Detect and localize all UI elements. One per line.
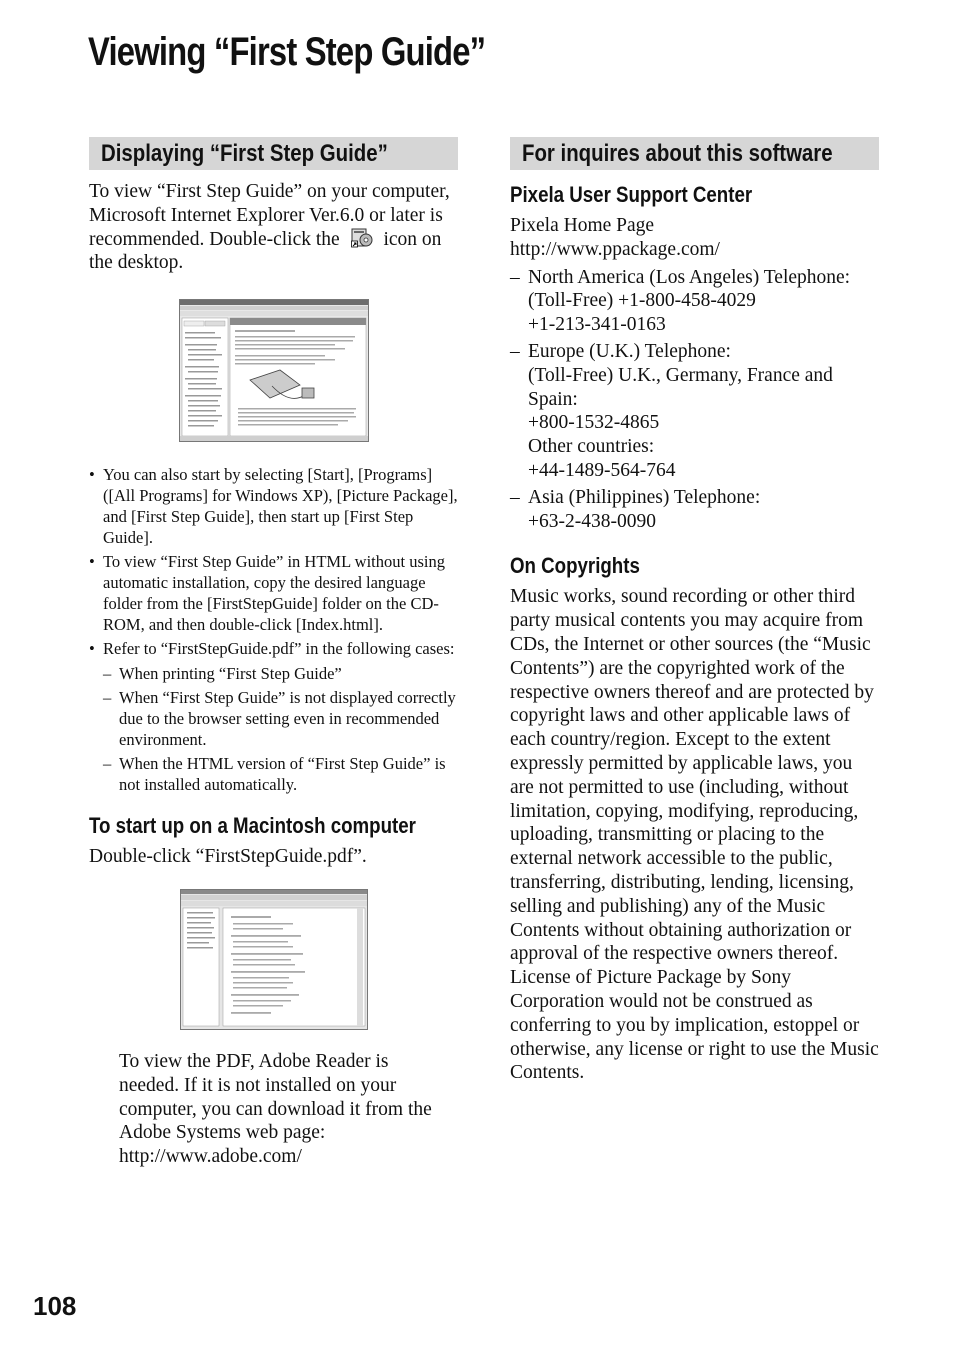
- list-item: • You can also start by selecting [Start], [Programs] ([All Programs] for Windows XP), [Picture Package], and [First Step Guide], then start up [First Step Guide].: [89, 464, 458, 548]
- list-item: – When the HTML version of “First Step Guide” is not installed automatically.: [103, 753, 458, 795]
- intro-paragraph: [89, 180, 458, 275]
- section-title: Displaying “First Step Guide”: [101, 140, 388, 167]
- text-line: To view the PDF, Adobe Reader is: [119, 1050, 389, 1072]
- list-item: – When printing “First Step Guide”: [103, 663, 458, 684]
- list-item: • Refer to “FirstStepGuide.pdf” in the following cases: – When printing “First Step Guide” – When “First Step Guide” is not displayed correctly due to the browser setting even in recommended environment. – When the HTML version of “First Step Guide” is not installed automatically.: [89, 638, 458, 795]
- pdf-guide-screenshot: [180, 889, 368, 1030]
- contact-item: – North America (Los Angeles) Telephone: (Toll-Free) +1-800-458-4029 +1-213-341-0163: [510, 266, 879, 337]
- notes-list: [89, 464, 458, 795]
- left-column: [89, 137, 458, 1169]
- home-page-label: Pixela Home Page: [510, 215, 655, 236]
- adobe-url: http://www.adobe.com/: [119, 1146, 302, 1168]
- text-line: Adobe Systems web page:: [119, 1122, 326, 1144]
- support-heading: Pixela User Support Center: [510, 182, 753, 207]
- contact-item: – Asia (Philippines) Telephone: +63-2-438-0090: [510, 486, 879, 534]
- text-line: computer, you can download it from the: [119, 1098, 432, 1120]
- mac-instructions: Double-click “FirstStepGuide.pdf”.: [89, 846, 367, 868]
- html-guide-screenshot: [179, 299, 369, 442]
- copyright-paragraph: Music works, sound recording or other third party musical contents you may acquire from CDs, the Internet or other sources (the “Music Contents”) are the copyrighted work of the respective owners thereof and are protected by copyright laws and other applicable laws of each country/region. Except to the extent expressly permitted by applicable laws, you are not permitted to use (including, without limitation, copying, modifying, reproducing, uploading, transmitting or placing to the external network accessible to the public, transferring, distributing, lending, licensing, selling and publishing) any of the Music Contents without obtaining authorization or approval of the respective owners thereof. License of Picture Package by Sony Corporation would not be construed as conferring to you by implication, estoppel or otherwise, any license or right to use the Music Contents.: [510, 586, 879, 1084]
- mac-heading: To start up on a Macintosh computer: [89, 813, 416, 839]
- adobe-paragraph: [119, 1050, 458, 1169]
- contact-list: [510, 266, 879, 534]
- page-title: Viewing “First Step Guide”: [88, 30, 486, 74]
- text-line: needed. If it is not installed on your: [119, 1074, 397, 1096]
- page-number: 108: [33, 1291, 77, 1321]
- contact-item: – Europe (U.K.) Telephone: (Toll-Free) U.K., Germany, France and Spain: +800-1532-4865 Other countries: +44-1489-564-764: [510, 340, 879, 483]
- intro-text: To view “First Step Guide” on your computer, Microsoft Internet Explorer Ver.6.0 or later is recommended. Double-click the: [89, 181, 450, 250]
- right-column: [510, 137, 879, 1085]
- section-header-displaying: [89, 137, 458, 170]
- copyright-heading: On Copyrights: [510, 553, 640, 579]
- list-item: • To view “First Step Guide” in HTML without using automatic installation, copy the desired language folder from the [FirstStepGuide] folder on the CD-ROM, and then double-click [Index.html].: [89, 551, 458, 635]
- section-header-inquiries: [510, 137, 879, 170]
- home-page-url: http://www.ppackage.com/: [510, 238, 720, 260]
- first-step-guide-shortcut-icon: [351, 228, 373, 248]
- pdf-cases-list: [103, 663, 458, 795]
- home-page-info: [510, 214, 879, 262]
- intro-text-end: icon on the desktop.: [89, 228, 442, 274]
- section-title: For inquires about this software: [522, 140, 833, 167]
- list-item: – When “First Step Guide” is not displayed correctly due to the browser setting even in recommended environment.: [103, 687, 458, 750]
